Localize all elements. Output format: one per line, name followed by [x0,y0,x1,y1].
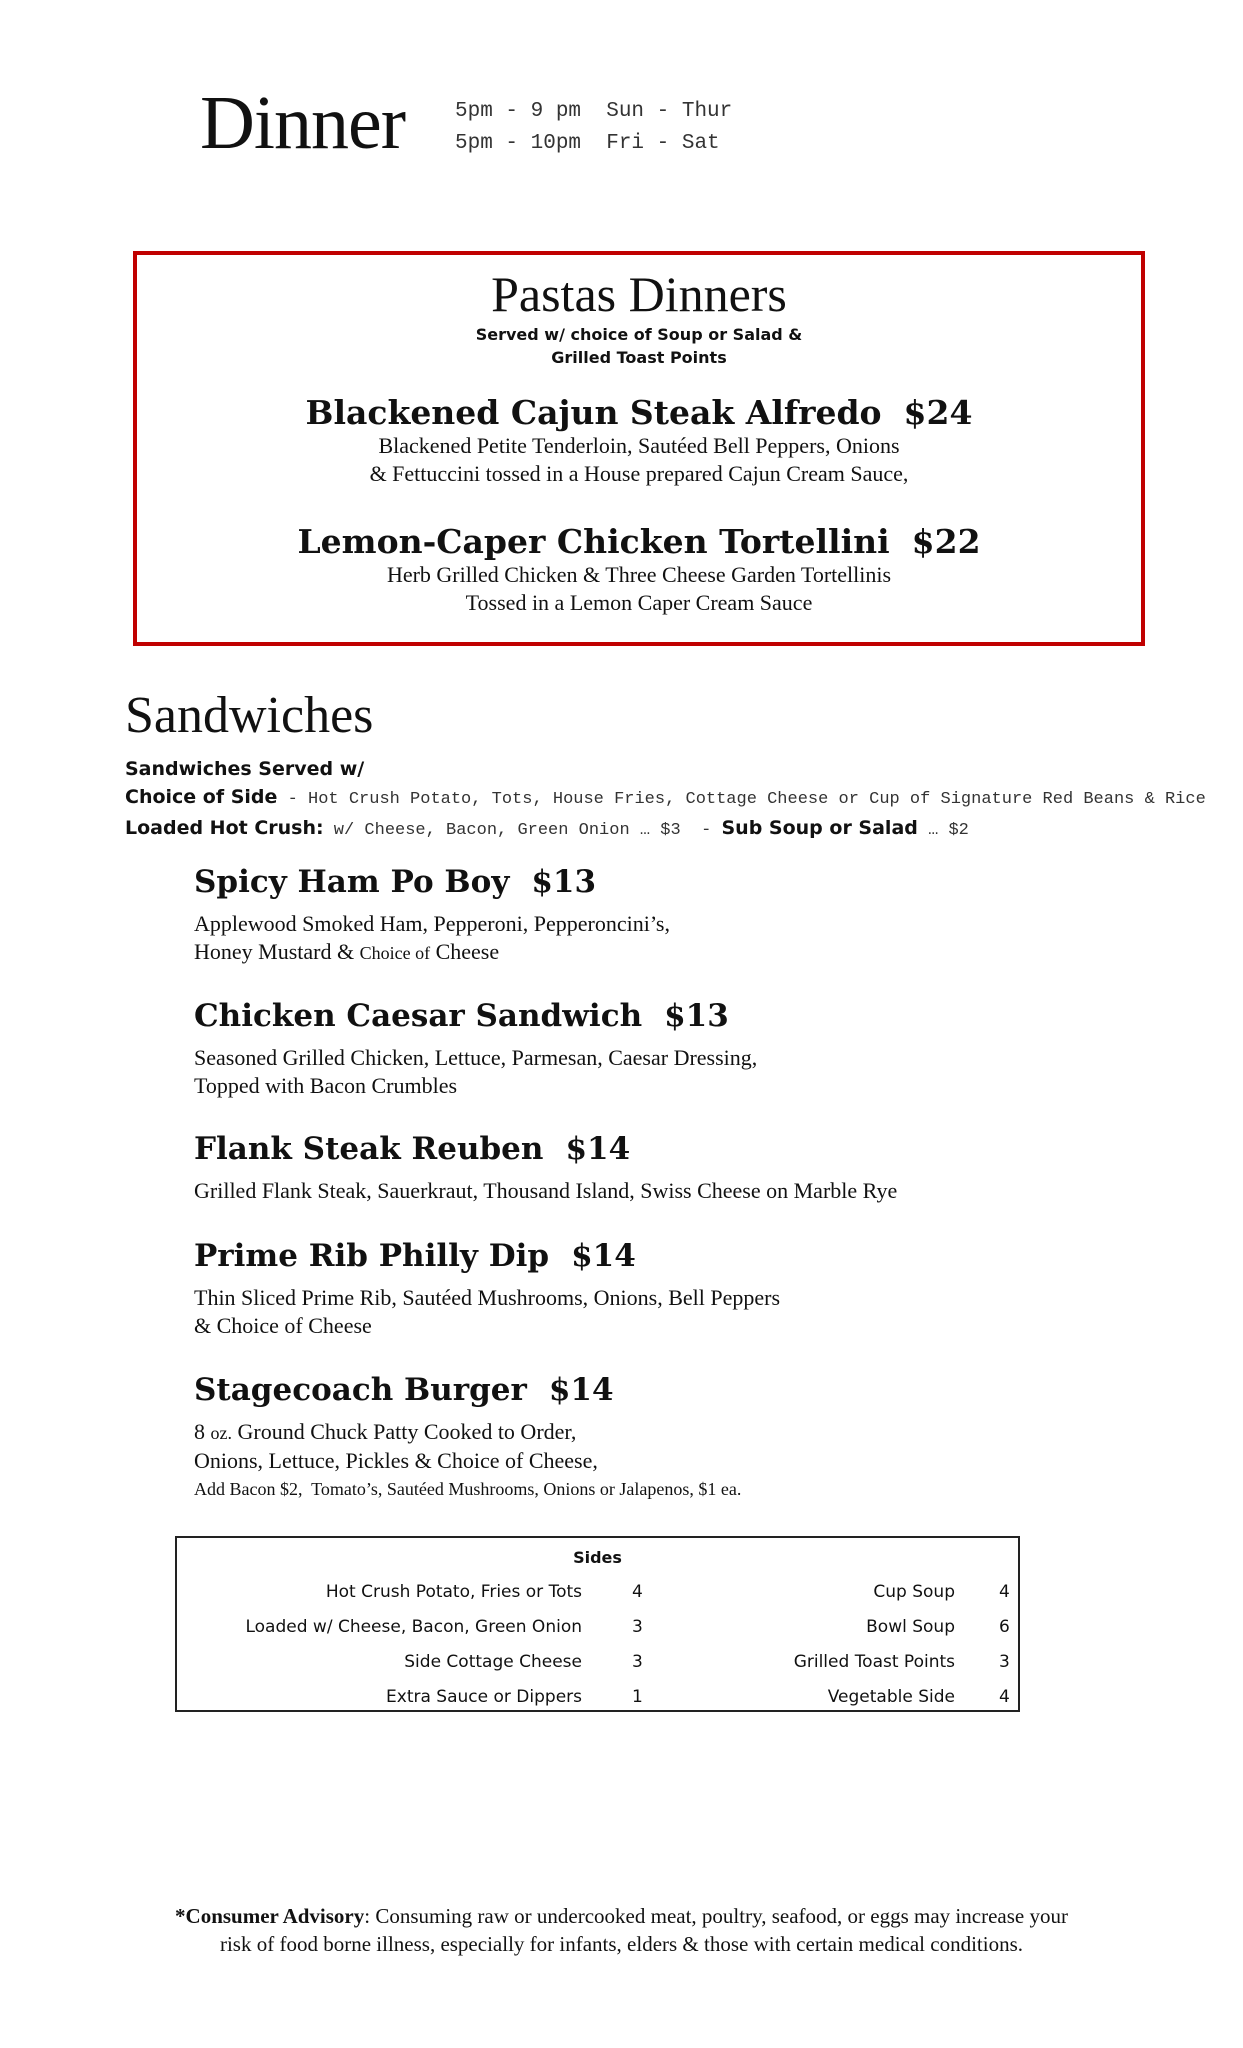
description-line: Applewood Smoked Ham, Pepperoni, Pepperoncini’s, [194,911,670,936]
menu-item-price: $13 [531,864,597,900]
menu-item-price: $14 [548,1372,614,1408]
menu-item-price: $24 [903,393,973,432]
menu-item-price: $22 [911,522,981,561]
description-line: Onions, Lettuce, Pickles & Choice of Cheese, [194,1448,598,1473]
description-line: Add Bacon $2, Tomato’s, Sautéed Mushrooms, Onions or Jalapenos, $1 ea. [194,1479,742,1499]
menu-item-name: Prime Rib Philly Dip [194,1238,550,1274]
side-name: Bowl Soup [866,1617,955,1637]
side-price: 6 [999,1617,1010,1637]
description-text: 8 [194,1419,211,1444]
sides-table [175,1536,1020,1712]
hours [455,96,732,160]
pasta-dinners-box [133,251,1145,646]
menu-item-description [137,432,1141,488]
consumer-advisory [70,1902,1173,1958]
description-line: Blackened Petite Tenderloin, Sautéed Bell Peppers, Onions [378,433,900,458]
menu-item-name: Spicy Ham Po Boy [194,864,510,900]
sub-soup-salad-label: Sub Soup or Salad [721,817,918,839]
description-line: Herb Grilled Chicken & Three Cheese Garden Tortellinis [386,562,892,587]
menu-item-description [194,910,670,967]
menu-item-name: Flank Steak Reuben [194,1131,544,1167]
advisory-line2: risk of food borne illness, especially for infants, elders & those with certain medical conditions. [219,1932,1024,1956]
description-line: Tossed in a Lemon Caper Cream Sauce [465,590,813,615]
side-price: 3 [632,1617,643,1637]
menu-item-description [194,1044,757,1100]
description-line [194,938,670,967]
side-price: 4 [999,1582,1010,1602]
description-line: Seasoned Grilled Chicken, Lettuce, Parmesan, Caesar Dressing, [194,1045,758,1070]
side-row [177,1683,1020,1711]
menu-item-name: Stagecoach Burger [194,1372,527,1408]
side-name: Grilled Toast Points [793,1652,955,1672]
served-with-label: Sandwiches Served w/ [125,758,365,780]
choice-of-side-label: Choice of Side [125,786,278,808]
pasta-section-title: Pastas Dinners [491,266,787,322]
side-price: 3 [632,1652,643,1672]
menu-item [194,1129,897,1205]
menu-item-description [194,1177,897,1205]
side-price: 1 [632,1687,643,1707]
description-line: Thin Sliced Prime Rib, Sautéed Mushrooms, Onions, Bell Peppers [194,1285,781,1310]
menu-item-price: $14 [565,1131,631,1167]
side-row [177,1648,1020,1676]
menu-item-name: Chicken Caesar Sandwich [194,998,643,1034]
choice-of-side-line [125,783,1206,814]
side-name: Extra Sauce or Dippers [386,1687,582,1707]
menu-item [194,1236,780,1340]
side-name: Loaded w/ Cheese, Bacon, Green Onion [245,1617,582,1637]
menu-item-name: Blackened Cajun Steak Alfredo [305,393,882,432]
hours-line-weekend: 5pm - 10pm Fri - Sat [455,132,720,155]
description-text: oz. [210,1423,232,1443]
sides-title: Sides [573,1548,622,1567]
advisory-label: *Consumer Advisory [175,1904,365,1928]
hours-line-weekday: 5pm - 9 pm Sun - Thur [455,100,733,123]
description-line: Topped with Bacon Crumbles [194,1073,458,1098]
sandwiches-info [125,755,1206,845]
side-name: Side Cottage Cheese [404,1652,582,1672]
loaded-hot-crush-text: w/ Cheese, Bacon, Green Onion … $3 - [323,821,722,840]
side-price: 4 [999,1687,1010,1707]
menu-item-description [194,1418,741,1503]
description-text: Cheese [430,939,500,964]
menu-item-name: Lemon-Caper Chicken Tortellini [297,522,890,561]
description-line [194,1418,741,1447]
loaded-hot-crush-label: Loaded Hot Crush: [125,817,324,839]
menu-item-description [137,561,1141,617]
description-text: Ground Chuck Patty Cooked to Order, [232,1419,577,1444]
description-text: Choice of [359,943,431,963]
menu-item-price: $13 [664,998,729,1034]
description-line: & Fettuccini tossed in a House prepared Cajun Cream Sauce, [369,461,909,486]
side-row [177,1613,1020,1641]
menu-item [194,862,670,967]
menu-item [194,996,757,1100]
advisory-text: : Consuming raw or undercooked meat, poultry, seafood, or eggs may increase your [364,1904,1068,1928]
menu-item [137,522,1141,617]
pasta-subtitle-line2: Grilled Toast Points [551,348,727,367]
side-row [177,1578,1020,1606]
side-name: Hot Crush Potato, Fries or Tots [325,1582,582,1602]
advisory-line1 [70,1902,1173,1930]
pasta-subtitle-line1: Served w/ choice of Soup or Salad & [475,325,803,344]
sub-soup-salad-text: … $2 [917,821,969,840]
choice-of-side-text: - Hot Crush Potato, Tots, House Fries, Cottage Cheese or Cup of Signature Red Beans & Rice [277,790,1206,809]
description-text: Honey Mustard & [194,939,360,964]
side-name: Vegetable Side [827,1687,955,1707]
loaded-hot-crush-line [125,814,1206,845]
page-title: Dinner [200,81,406,165]
description-line: Grilled Flank Steak, Sauerkraut, Thousand Island, Swiss Cheese on Marble Rye [194,1178,898,1203]
menu-item [194,1370,741,1503]
side-price: 4 [632,1582,643,1602]
menu-item-description [194,1284,780,1340]
menu-item [137,393,1141,488]
side-name: Cup Soup [873,1582,955,1602]
menu-item-price: $14 [571,1238,636,1274]
sandwiches-section-title: Sandwiches [125,687,374,744]
description-line: & Choice of Cheese [194,1313,372,1338]
pasta-subtitle [137,323,1141,369]
side-price: 3 [999,1652,1010,1672]
